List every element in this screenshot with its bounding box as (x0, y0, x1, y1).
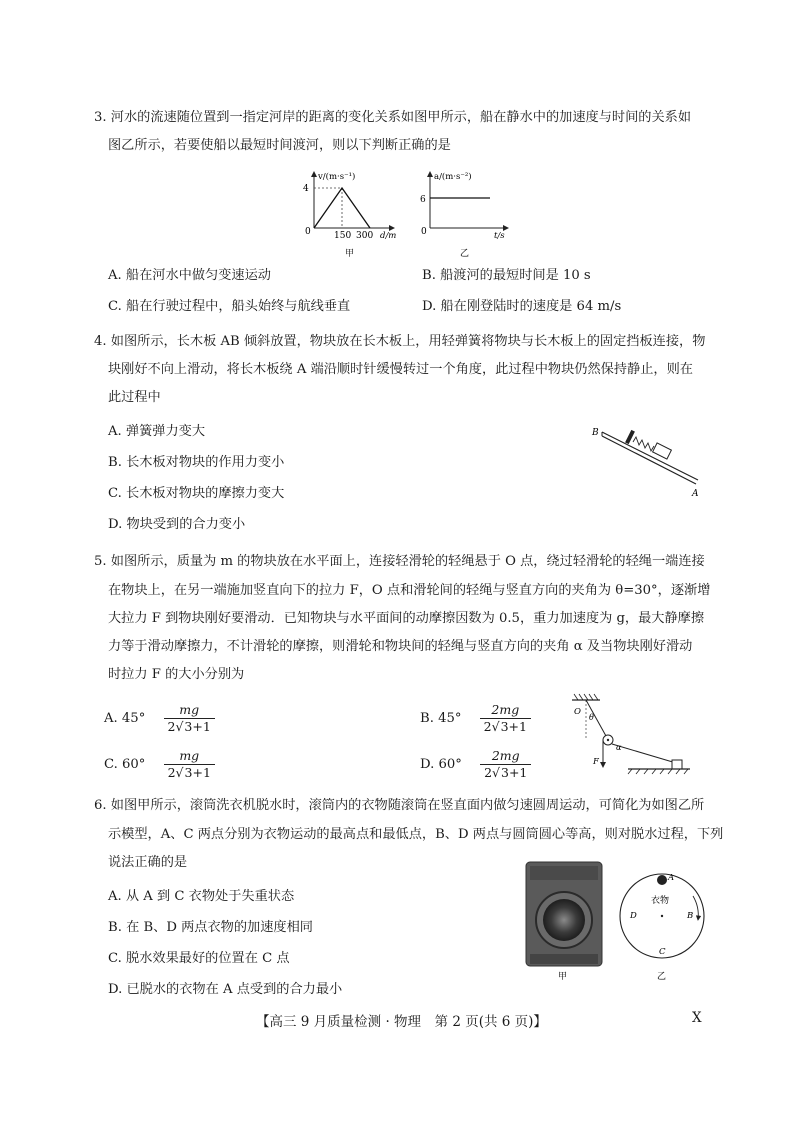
q4-stem-line3: 此过程中 (108, 390, 161, 405)
q4-option-c[interactable]: C. 长木板对物块的摩擦力变大 (108, 486, 285, 501)
q5-option-d[interactable] (420, 748, 531, 781)
jia-y-tick: 4 (303, 184, 309, 194)
q5-label-theta: θ (589, 713, 594, 722)
q3-stem-line2: 图乙所示，若要使船以最短时间渡河，则以下判断正确的是 (108, 138, 451, 153)
q6-washer-drum (543, 899, 585, 941)
q6-label-a: A (668, 873, 675, 883)
q6-stem-line1: 6. 如图甲所示，滚筒洗衣机脱水时，滚筒内的衣物随滚筒在竖直面内做匀速圆周运动，可简化为如图乙所 (94, 798, 705, 813)
q5-option-b-fraction: $\frac{2mg}{2√3+1}$ (480, 702, 531, 735)
q5-option-c[interactable] (104, 748, 215, 781)
q6-option-b[interactable]: B. 在 B、D 两点衣物的加速度相同 (108, 920, 313, 935)
q3-option-b[interactable]: B. 船渡河的最短时间是 10 s (422, 268, 591, 283)
q5-option-a-angle: A. 45° (104, 711, 146, 726)
q5-option-b[interactable] (420, 702, 531, 735)
yi-y-tick: 6 (420, 195, 426, 205)
q6-caption-yi: 乙 (657, 972, 667, 982)
q5-option-c-fraction: $\frac{mg}{2√3+1}$ (164, 748, 215, 781)
q6-clothes-dot (657, 875, 667, 885)
q5-option-d-fraction: $\frac{2mg}{2√3+1}$ (480, 748, 531, 781)
q4-board-top (602, 432, 698, 480)
q4-option-a[interactable]: A. 弹簧弹力变大 (108, 424, 206, 439)
q6-stem-line2: 示模型，A、C 两点分别为衣物运动的最高点和最低点，B、D 两点与圆筒圆心等高，则对脱水过程，下列 (108, 827, 724, 842)
q5-label-o: O (574, 707, 581, 717)
jia-x-tick-300: 300 (356, 231, 374, 241)
q5-block (672, 760, 682, 769)
q3-option-c[interactable]: C. 船在行驶过程中，船头始终与航线垂直 (108, 299, 351, 314)
yi-origin: 0 (421, 227, 427, 237)
jia-y-label: v/(m·s⁻¹) (318, 172, 356, 182)
q5-label-alpha: α (616, 743, 622, 752)
q6-label-b: B (687, 911, 694, 921)
q5-rope-block (612, 744, 676, 763)
q5-option-a-fraction: $\frac{mg}{2√3+1}$ (164, 702, 215, 735)
q4-option-d[interactable]: D. 物块受到的合力变小 (108, 517, 246, 532)
q6-figures (522, 858, 712, 982)
q3-stem-line1: 3. 河水的流速随位置到一指定河岸的距离的变化关系如图甲所示，船在静水中的加速度与时间的关系如 (94, 110, 692, 125)
yi-y-label: a/(m·s⁻²) (434, 172, 472, 182)
yi-x-label: t/s (494, 231, 505, 241)
q5-stem-line3: 大拉力 F 到物块刚好要滑动．已知物块与水平面间的动摩擦因数为 0.5，重力加速度为 g，最大静摩擦 (108, 611, 705, 626)
q3-option-d[interactable]: D. 船在刚登陆时的速度是 64 m/s (422, 299, 622, 314)
q6-stem-line3: 说法正确的是 (108, 855, 188, 870)
q4-board-bottom (602, 436, 696, 484)
jia-x-tick-150: 150 (334, 231, 352, 241)
q5-label-f: F (593, 757, 599, 767)
jia-caption: 甲 (345, 249, 355, 259)
q6-option-d[interactable]: D. 已脱水的衣物在 A 点受到的合力最小 (108, 982, 343, 997)
q4-stem-line1: 4. 如图所示，长木板 AB 倾斜放置，物块放在长木板上，用轻弹簧将物块与长木板上的固定挡板连接，物 (94, 334, 706, 349)
q5-option-b-angle: B. 45° (420, 711, 462, 726)
jia-x-label: d/m (380, 231, 397, 241)
q5-stem-line2: 在物块上，在另一端施加竖直向下的拉力 F，O 点和滑轮间的轻绳与竖直方向的夹角为 θ=30°，逐渐增 (108, 583, 711, 598)
page-mark: X (692, 1010, 702, 1026)
q5-stem-line5: 时拉力 F 的大小分别为 (108, 667, 245, 682)
q5-stem-line1: 5. 如图所示，质量为 m 的物块放在水平面上，连接轻滑轮的轻绳悬于 O 点，绕过轻滑轮的轻绳一端连接 (94, 554, 705, 569)
q3-figures (290, 166, 515, 262)
q5-stem-line4: 力等于滑动摩擦力，不计滑轮的摩擦，则滑轮和物块间的轻绳与竖直方向的夹角 α 及当物块刚好滑动 (108, 639, 693, 654)
q3-option-a[interactable]: A. 船在河水中做匀变速运动 (108, 268, 271, 283)
page-footer: 【高三 9 月质量检测 · 物理 第 2 页(共 6 页)】 (256, 1014, 547, 1030)
yi-caption: 乙 (460, 249, 470, 259)
q4-option-b[interactable]: B. 长木板对物块的作用力变小 (108, 455, 285, 470)
q5-option-d-angle: D. 60° (420, 757, 462, 772)
q5-option-c-angle: C. 60° (104, 757, 146, 772)
q4-label-b: B (592, 428, 599, 438)
q5-pulley-figure (566, 692, 694, 778)
q6-washer-panel (530, 866, 598, 880)
q4-block (653, 443, 672, 459)
q6-caption-jia: 甲 (558, 972, 568, 982)
q4-label-a: A (692, 489, 699, 499)
q6-label-c: C (659, 947, 666, 957)
q6-label-clothes: 衣物 (651, 896, 670, 906)
q4-incline-figure (588, 418, 708, 502)
q5-option-a[interactable] (104, 702, 215, 735)
jia-origin: 0 (305, 227, 311, 237)
q6-option-a[interactable]: A. 从 A 到 C 衣物处于失重状态 (108, 889, 295, 904)
q6-label-d: D (630, 911, 637, 921)
q4-stem-line2: 块刚好不向上滑动，将长木板绕 A 端沿顺时针缓慢转过一个角度，此过程中物块仍然保持静止，则在 (108, 362, 693, 377)
q6-option-c[interactable]: C. 脱水效果最好的位置在 C 点 (108, 951, 290, 966)
